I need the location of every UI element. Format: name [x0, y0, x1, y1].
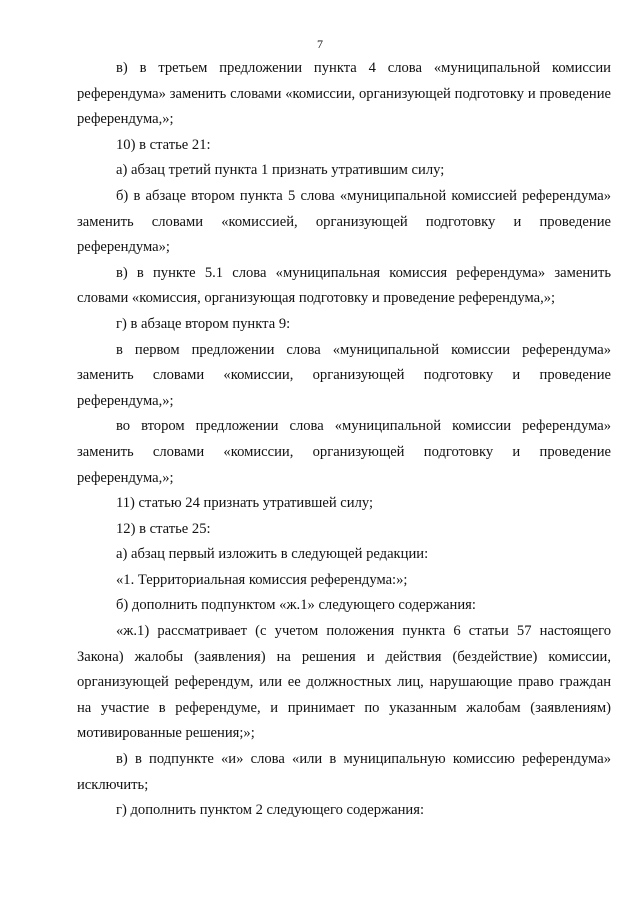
paragraph: во втором предложении слова «муниципальной комиссии референдума» заменить словами «комиссии, организующей подготовку и проведение референдума,»;	[77, 418, 611, 486]
paragraph: 10) в статье 21:	[116, 136, 211, 153]
paragraph: г) дополнить пунктом 2 следующего содержания:	[116, 802, 425, 819]
page-number: 7	[317, 37, 323, 51]
paragraph: 12) в статье 25:	[116, 520, 211, 537]
paragraph: а) абзац первый изложить в следующей редакции:	[116, 546, 429, 563]
paragraph: б) дополнить подпунктом «ж.1» следующего содержания:	[116, 597, 476, 614]
paragraph: г) в абзаце втором пункта 9:	[116, 315, 291, 332]
paragraph: в) в подпункте «и» слова «или в муниципальную комиссию референдума» исключить;	[77, 751, 611, 793]
paragraph: «ж.1) рассматривает (с учетом положения пункта 6 статьи 57 настоящего Закона) жалобы (заявления) на решения и действия (бездействие) комиссии, организующей референдум, или ее должностных лиц, нарушающие право граждан на участие в референдуме, и принимает по указанным жалобам (заявлениям) мотивированные решения;»;	[77, 623, 611, 742]
paragraph: в первом предложении слова «муниципальной комиссии референдума» заменить словами «комиссии, организующей подготовку и проведение референдума,»;	[77, 341, 611, 409]
paragraph: в) в пункте 5.1 слова «муниципальная комиссия референдума» заменить словами «комиссия, организующая подготовку и проведение референдума,»;	[77, 264, 611, 307]
paragraph: 11) статью 24 признать утратившей силу;	[116, 495, 374, 512]
document-body	[77, 56, 611, 824]
paragraph: «1. Территориальная комиссия референдума:»;	[116, 571, 408, 588]
paragraph: б) в абзаце втором пункта 5 слова «муниципальной комиссией референдума» заменить словами «комиссией, организующей подготовку и проведение референдума»;	[77, 187, 611, 256]
paragraph: в) в третьем предложении пункта 4 слова «муниципальной комиссии референдума» заменить словами «комиссии, организующей подготовку и проведение референдума,»;	[77, 60, 611, 128]
paragraph: а) абзац третий пункта 1 признать утратившим силу;	[116, 162, 445, 179]
